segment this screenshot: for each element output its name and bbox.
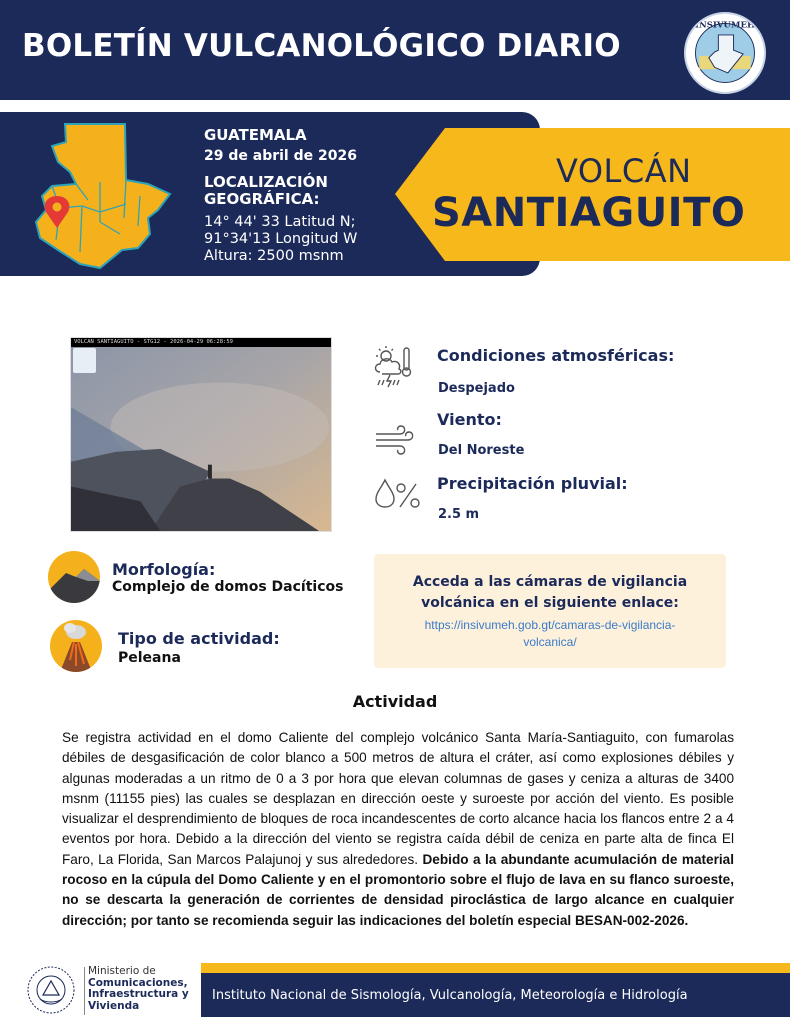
country: GUATEMALA bbox=[204, 126, 307, 144]
ministry-name bbox=[88, 966, 189, 1012]
precipitation-title: Precipitación pluvial: bbox=[437, 474, 628, 493]
guatemala-seal-icon bbox=[26, 965, 76, 1015]
activity-description bbox=[62, 728, 734, 931]
ministry-line3: Infraestructura y bbox=[88, 988, 189, 1000]
location-label-line1: LOCALIZACIÓN bbox=[204, 173, 328, 191]
bulletin-title: BOLETÍN VULCANOLÓGICO DIARIO bbox=[22, 28, 621, 64]
activity-text: Se registra actividad en el domo Caliente del complejo volcánico Santa María-Santiaguito, con fumarolas débiles de desgasificación de color blanco a 500 metros de altura el cráter, así como explosiones débiles y algunas moderadas a un ritmo de 0 a 3 por hora que elevan columnas de gases y ceniza a alturas de 3400 msnm (11155 pies) las cuales se desplazan en dirección oeste y suroeste por acción del viento. Es posible visualizar el desprendimiento de bloques de roca incandescentes de corto alcance hacia los flancos entre 2 a 4 eventos por hora. Debido a la dirección del viento se registra caída débil de ceniza en parte alta de finca El Faro, La Florida, San Marcos Palajunoj y sus alrededores. bbox=[62, 730, 734, 867]
footer-stripe bbox=[201, 963, 790, 973]
location-info bbox=[204, 126, 357, 265]
camera-link-title: Acceda a las cámaras de vigilancia volcánica en el siguiente enlace: bbox=[412, 574, 688, 611]
logo-text: INSIVUMEH bbox=[694, 20, 756, 31]
morphology-title: Morfología: bbox=[112, 560, 216, 579]
insivumeh-logo bbox=[684, 12, 766, 94]
guatemala-map-icon bbox=[30, 122, 180, 270]
activity-type-title: Tipo de actividad: bbox=[118, 629, 280, 648]
bulletin-date: 29 de abril de 2026 bbox=[204, 148, 357, 164]
camera-photo bbox=[71, 338, 331, 531]
camera-link[interactable]: https://insivumeh.gob.gt/camaras-de-vigilancia-volcanica/ bbox=[424, 618, 676, 649]
altitude: Altura: 2500 msnm bbox=[204, 248, 344, 264]
institute-name: Instituto Nacional de Sismología, Vulcanología, Meteorología e Hidrología bbox=[212, 988, 688, 1003]
longitude: 91°34'13 Longitud W bbox=[204, 231, 358, 247]
precipitation-value: 2.5 m bbox=[438, 507, 480, 522]
volcano-name: SANTIAGUITO bbox=[432, 190, 746, 236]
activity-type-value: Peleana bbox=[118, 650, 181, 666]
camera-logo-icon bbox=[73, 348, 96, 373]
header-banner bbox=[0, 0, 790, 100]
morphology-value: Complejo de domos Dacíticos bbox=[112, 579, 344, 595]
location-label bbox=[204, 174, 357, 208]
wind-value: Del Noreste bbox=[438, 443, 525, 458]
wind-title: Viento: bbox=[437, 410, 502, 429]
volcano-camera-image bbox=[70, 337, 332, 532]
activity-heading: Actividad bbox=[352, 692, 438, 711]
ministry-line4: Vivienda bbox=[88, 999, 140, 1012]
wind-icon bbox=[372, 418, 422, 468]
camera-timestamp-overlay: VOLCAN SANTIAGUITO - STG12 - 2026-04-29 06:28:59 bbox=[71, 338, 331, 347]
volcano-prefix: VOLCÁN bbox=[556, 152, 692, 190]
activity-type-icon bbox=[50, 620, 102, 672]
ministry-logo bbox=[22, 963, 202, 1018]
camera-link-box bbox=[374, 554, 726, 668]
insivumeh-logo-icon bbox=[686, 14, 764, 92]
morphology-icon bbox=[48, 551, 100, 603]
precipitation-icon bbox=[372, 472, 422, 522]
weather-storm-icon bbox=[370, 342, 420, 392]
ministry-line1: Ministerio de bbox=[88, 965, 156, 977]
coordinates bbox=[204, 214, 357, 265]
ministry-divider bbox=[84, 967, 85, 1015]
conditions-value: Despejado bbox=[438, 381, 515, 396]
conditions-title: Condiciones atmosféricas: bbox=[437, 346, 675, 365]
latitude: 14° 44' 33 Latitud N; bbox=[204, 214, 356, 230]
ministry-line2: Comunicaciones, bbox=[88, 976, 188, 989]
location-label-line2: GEOGRÁFICA: bbox=[204, 190, 320, 208]
activity-warning: Debido a la abundante acumulación de material rocoso en la cúpula del Domo Caliente y en el promontorio sobre el flujo de lava en su flanco suroeste, no se descarta la generación de corrientes de densidad piroclástica de largo alcance en cualquier dirección; por tanto se recomienda seguir las indicaciones del boletín especial BESAN-002-2026. bbox=[62, 851, 734, 928]
